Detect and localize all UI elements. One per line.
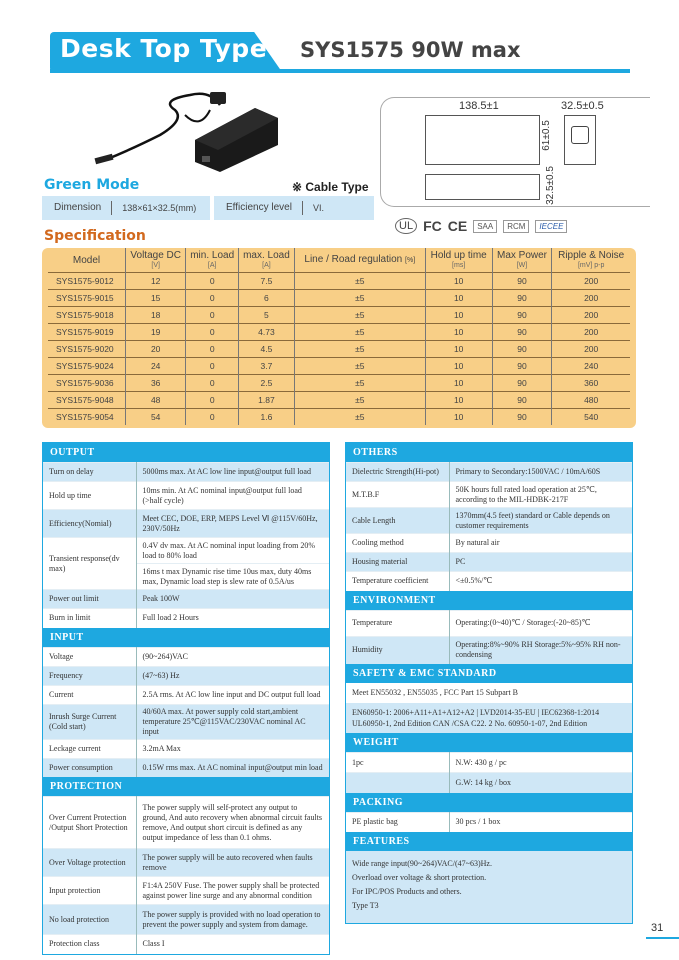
model-cell: SYS1575-9024 — [48, 357, 125, 374]
spec-cell: 200 — [552, 272, 630, 289]
dimension-label: Dimension — [42, 201, 112, 215]
spec-cell: 0 — [186, 391, 239, 408]
saa-logo-icon: SAA — [473, 220, 497, 233]
table-row: 16ms t max Dynamic rise time 10us max, duty 40ms max, Dynamic load step is slew rate of 0.5A/us — [43, 564, 329, 590]
specification-table — [48, 248, 630, 425]
spec-cell: 0 — [186, 306, 239, 323]
power-adapter-image — [90, 80, 280, 175]
width-dimension: 61±0.5 — [540, 120, 552, 151]
spec-cell: ±5 — [294, 391, 425, 408]
safety-standards-line: EN60950-1: 2006+A11+A1+A12+A2 | LVD2014-35-EU | IEC62368-1:2014 UL60950-1, 2nd Edition CAN /CSA C22. 2 No. 60950-1-07, 2nd Edition — [346, 703, 632, 733]
ac-inlet-icon — [571, 126, 589, 144]
spec-cell: 0 — [186, 357, 239, 374]
spec-cell: 0 — [186, 408, 239, 425]
table-row: 1pc N.W: 430 g / pc — [346, 753, 632, 773]
spec-cell: 240 — [552, 357, 630, 374]
spec-cell: 90 — [492, 357, 552, 374]
spec-cell: 10 — [425, 408, 492, 425]
spec-cell: 0 — [186, 272, 239, 289]
side-view — [425, 174, 540, 200]
spec-cell: ±5 — [294, 272, 425, 289]
spec-cell: 4.5 — [238, 340, 294, 357]
spec-cell: 10 — [425, 340, 492, 357]
spec-header-row — [48, 248, 630, 272]
spec-cell: 15 — [125, 289, 185, 306]
specification-table-container — [42, 248, 636, 428]
side-width-dimension: 32.5±0.5 — [561, 100, 604, 112]
spec-cell: 360 — [552, 374, 630, 391]
spec-cell: 200 — [552, 340, 630, 357]
feature-item: Wide range input(90~264)VAC/(47~63)Hz. — [352, 859, 492, 868]
spec-cell: 90 — [492, 408, 552, 425]
left-spec-column — [42, 442, 330, 955]
table-row: Cooling method By natural air — [346, 534, 632, 553]
spec-cell: 7.5 — [238, 272, 294, 289]
table-row: G.W: 14 kg / box — [346, 773, 632, 793]
feature-item: For IPC/POS Products and others. — [352, 887, 462, 896]
spec-cell: 0 — [186, 289, 239, 306]
spec-cell: 36 — [125, 374, 185, 391]
table-row: Transient response(dv max) 0.4V dv max. At AC nominal input loading from 20% load to 80% load — [43, 538, 329, 564]
model-cell: SYS1575-9054 — [48, 408, 125, 425]
spec-cell: 48 — [125, 391, 185, 408]
spec-table-row — [48, 357, 630, 374]
spec-cell: 1.6 — [238, 408, 294, 425]
others-section-header: OTHERS — [346, 443, 632, 462]
iecee-logo-icon: IECEE — [535, 220, 567, 233]
spec-table-row — [48, 272, 630, 289]
spec-cell: 0 — [186, 374, 239, 391]
spec-cell: 0 — [186, 323, 239, 340]
table-row: Humidity Operating:8%~90% RH Storage:5%~95% RH non-condensing — [346, 636, 632, 664]
spec-cell: 12 — [125, 272, 185, 289]
spec-cell: 480 — [552, 391, 630, 408]
col-regulation: Line / Road regulation [%] — [294, 248, 425, 272]
environment-table — [346, 610, 632, 665]
spec-cell: ±5 — [294, 340, 425, 357]
efficiency-label: Efficiency level — [214, 201, 303, 215]
col-max-load: max. Load [A] — [238, 248, 294, 272]
protection-table — [43, 796, 329, 954]
table-row: Temperature Operating:(0~40)℃ / Storage:(-20~85)℃ — [346, 610, 632, 636]
features-list — [346, 851, 632, 923]
packing-section-header: PACKING — [346, 793, 632, 812]
table-row: Cable Length 1370mm(4.5 feet) standard or Cable depends on customer requirements — [346, 508, 632, 534]
top-view — [425, 115, 540, 165]
spec-cell: 200 — [552, 323, 630, 340]
spec-cell: 90 — [492, 306, 552, 323]
spec-cell: 18 — [125, 306, 185, 323]
spec-table-row — [48, 374, 630, 391]
efficiency-box — [214, 196, 374, 220]
col-min-load: min. Load [A] — [186, 248, 239, 272]
col-voltage: Voltage DC [V] — [125, 248, 185, 272]
col-model: Model — [72, 254, 101, 266]
input-section-header: INPUT — [43, 628, 329, 647]
right-spec-column — [345, 442, 633, 924]
spec-cell: 540 — [552, 408, 630, 425]
dimension-value: 138×61×32.5(mm) — [122, 203, 197, 213]
output-table — [43, 462, 329, 628]
spec-cell: 10 — [425, 391, 492, 408]
weight-section-header: WEIGHT — [346, 733, 632, 752]
ce-logo-icon: CE — [447, 218, 468, 234]
table-row: No load protection The power supply is provided with no load operation to prevent the power supply and system from damage. — [43, 905, 329, 935]
output-section-header: OUTPUT — [43, 443, 329, 462]
spec-cell: ±5 — [294, 289, 425, 306]
table-row: Current 2.5A rms. At AC low line input and DC output full load — [43, 685, 329, 704]
spec-cell: 10 — [425, 289, 492, 306]
table-row: Leckage current 3.2mA Max — [43, 739, 329, 758]
model-cell: SYS1575-9018 — [48, 306, 125, 323]
specification-title: Specification — [44, 228, 146, 244]
fcc-logo-icon: FC — [423, 218, 442, 234]
table-row: Turn on delay 5000ms max. At AC low line input@output full load — [43, 463, 329, 482]
height-dimension: 32.5±0.5 — [544, 166, 556, 205]
spec-cell: 10 — [425, 306, 492, 323]
spec-cell: 20 — [125, 340, 185, 357]
safety-section-header: SAFETY & EMC STANDARD — [346, 664, 632, 683]
table-row: Input protection F1:4A 250V Fuse. The power supply shall be protected against power line surge and any abnormal condition — [43, 877, 329, 905]
spec-cell: 1.87 — [238, 391, 294, 408]
table-row: Protection class Class I — [43, 935, 329, 954]
col-hold-up: Hold up time [ms] — [425, 248, 492, 272]
table-row: Frequency (47~63) Hz — [43, 666, 329, 685]
spec-cell: 10 — [425, 272, 492, 289]
green-mode-title: Green Mode — [44, 177, 140, 193]
category-title: Desk Top Type — [60, 34, 268, 63]
table-row: Power consumption 0.15W rms max. At AC nominal input@output min load — [43, 758, 329, 777]
spec-table-row — [48, 306, 630, 323]
spec-cell: 90 — [492, 272, 552, 289]
table-row: PE plastic bag 30 pcs / 1 box — [346, 812, 632, 832]
certification-logos — [395, 218, 567, 234]
feature-item: Type T3 — [352, 901, 379, 910]
spec-cell: 5 — [238, 306, 294, 323]
feature-item: Overload over voltage & short protection. — [352, 873, 487, 882]
table-row: Efficiency(Nomial) Meet CEC, DOE, ERP, MEPS Level Ⅵ @115V/60Hz, 230V/50Hz — [43, 510, 329, 538]
dimension-drawing — [380, 97, 650, 207]
table-row: M.T.B.F 50K hours full rated load operation at 25℃, according to the MIL-HDBK-217F — [346, 482, 632, 508]
spec-cell: 2.5 — [238, 374, 294, 391]
table-row: Dielectric Strength(Hi-pot) Primary to Secondary:1500VAC / 10mA/60S — [346, 463, 632, 482]
table-row: Hold up time 10ms min. At AC nominal input@output full load (>half cycle) — [43, 482, 329, 510]
table-row: Temperature coefficient <±0.5%/℃ — [346, 572, 632, 591]
spec-table-row — [48, 408, 630, 425]
efficiency-value: VI. — [312, 203, 324, 213]
spec-cell: 200 — [552, 289, 630, 306]
page-number: 31 — [651, 922, 664, 934]
spec-cell: 90 — [492, 374, 552, 391]
table-row: Power out limit Peak 100W — [43, 590, 329, 609]
header-underline — [50, 69, 630, 73]
spec-cell: 90 — [492, 391, 552, 408]
end-view — [564, 115, 596, 165]
rcm-logo-icon: RCM — [503, 220, 529, 233]
features-section-header: FEATURES — [346, 832, 632, 851]
spec-cell: 4.73 — [238, 323, 294, 340]
spec-cell: 10 — [425, 357, 492, 374]
table-row: Burn in limit Full load 2 Hours — [43, 609, 329, 628]
others-table — [346, 462, 632, 591]
spec-cell: 6 — [238, 289, 294, 306]
length-dimension: 138.5±1 — [459, 100, 499, 112]
dimension-box — [42, 196, 210, 220]
spec-table-row — [48, 323, 630, 340]
protection-section-header: PROTECTION — [43, 777, 329, 796]
spec-cell: ±5 — [294, 357, 425, 374]
model-cell: SYS1575-9048 — [48, 391, 125, 408]
spec-cell: ±5 — [294, 408, 425, 425]
col-max-power: Max Power [W] — [492, 248, 552, 272]
model-cell: SYS1575-9036 — [48, 374, 125, 391]
page-number-underline — [646, 937, 679, 939]
model-cell: SYS1575-9012 — [48, 272, 125, 289]
spec-table-row — [48, 289, 630, 306]
cable-type-label: ※ Cable Type — [292, 180, 369, 194]
spec-cell: 90 — [492, 289, 552, 306]
spec-cell: ±5 — [294, 323, 425, 340]
spec-cell: 54 — [125, 408, 185, 425]
table-row: Inrush Surge Current (Cold start) 40/60A max. At power supply cold start,ambient temperature 25℃@115VAC/230VAC nominal AC input — [43, 704, 329, 739]
spec-cell: 90 — [492, 340, 552, 357]
table-row: Voltage (90~264)VAC — [43, 647, 329, 666]
weight-table — [346, 752, 632, 793]
spec-cell: 3.7 — [238, 357, 294, 374]
packing-table — [346, 812, 632, 833]
ul-logo-icon: UL — [395, 218, 417, 234]
table-row: Housing material PC — [346, 553, 632, 572]
spec-cell: 200 — [552, 306, 630, 323]
model-title: SYS1575 90W max — [300, 38, 521, 62]
table-row: Over Current Protection /Output Short Protection The power supply will self-protect any output to ground, And auto recovery when abnormal circuit faults remove, And output short circuit is defined as any output impedance of less than 0.1 ohms. — [43, 797, 329, 849]
environment-section-header: ENVIRONMENT — [346, 591, 632, 610]
spec-cell: 10 — [425, 374, 492, 391]
spec-table-row — [48, 340, 630, 357]
spec-cell: 24 — [125, 357, 185, 374]
spec-table-row — [48, 391, 630, 408]
spec-cell: 19 — [125, 323, 185, 340]
safety-emc-line: Meet EN55032 , EN55035 , FCC Part 15 Subpart B — [346, 683, 632, 703]
spec-cell: 10 — [425, 323, 492, 340]
spec-cell: 0 — [186, 340, 239, 357]
table-row: Over Voltage protection The power supply will be auto recovered when faults remove — [43, 849, 329, 877]
input-table — [43, 647, 329, 778]
model-cell: SYS1575-9019 — [48, 323, 125, 340]
col-ripple: Ripple & Noise [mV] p-p — [552, 248, 630, 272]
spec-cell: ±5 — [294, 374, 425, 391]
model-cell: SYS1575-9015 — [48, 289, 125, 306]
model-cell: SYS1575-9020 — [48, 340, 125, 357]
spec-cell: ±5 — [294, 306, 425, 323]
spec-cell: 90 — [492, 323, 552, 340]
